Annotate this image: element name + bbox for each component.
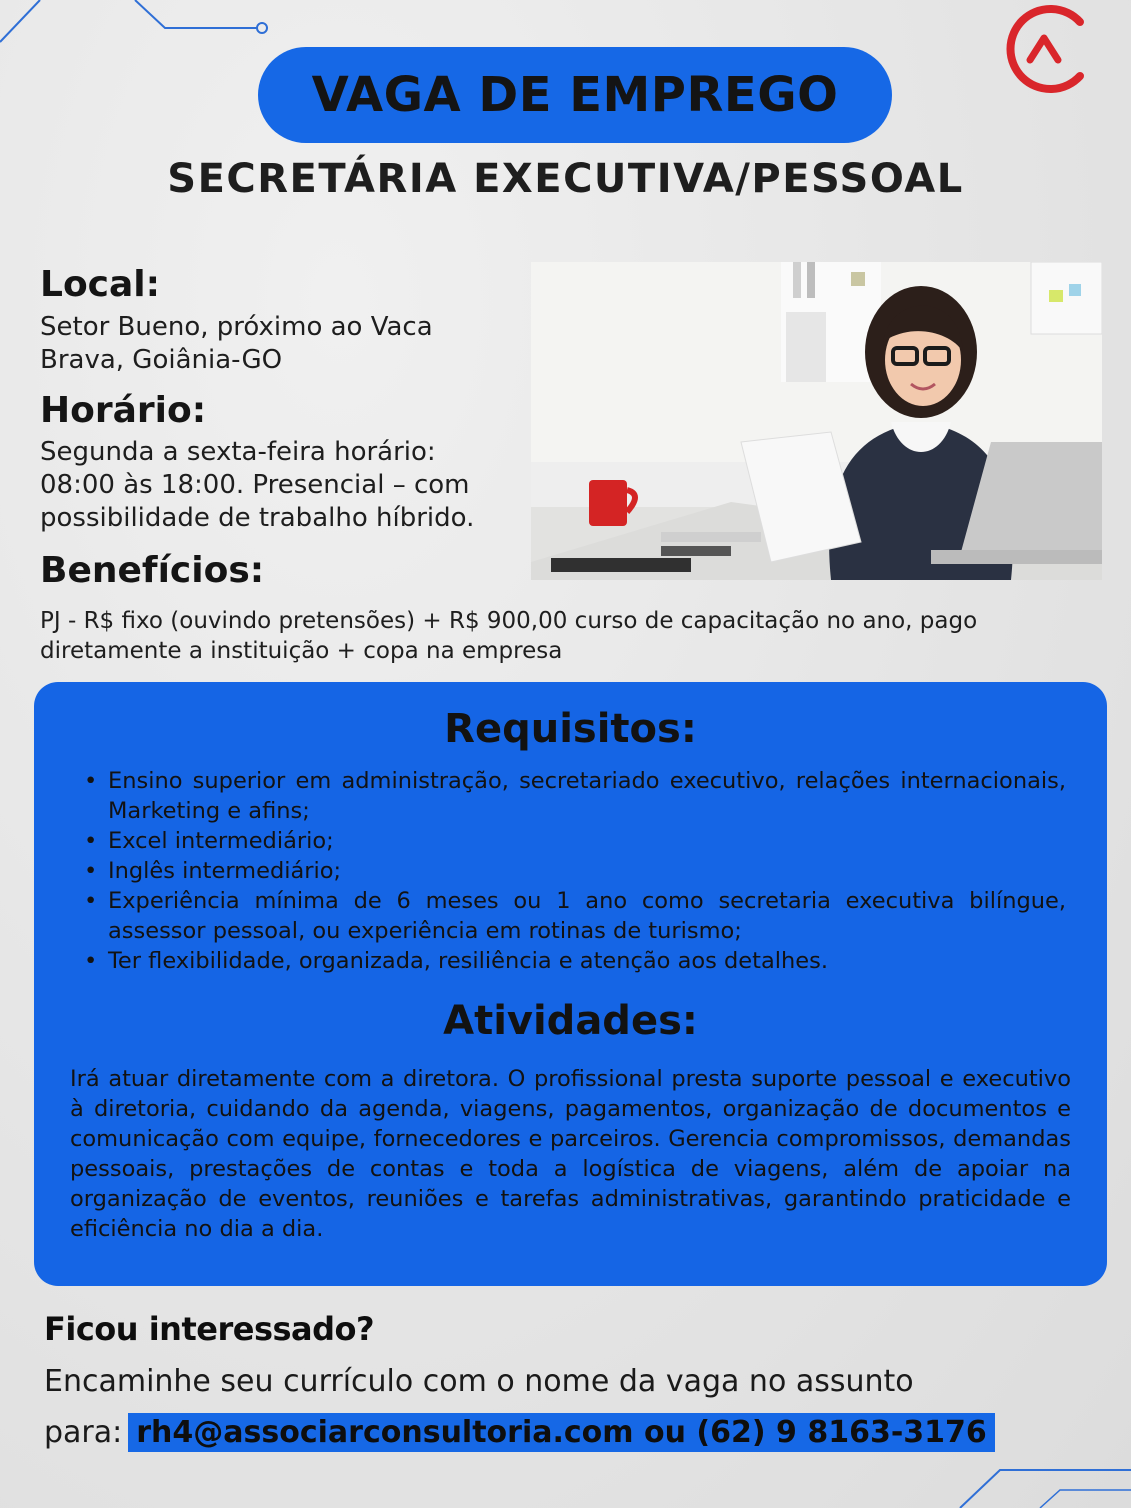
woman-at-desk-illustration <box>531 262 1102 580</box>
local-line: Brava, Goiânia-GO <box>40 345 283 375</box>
office-photo <box>531 262 1102 580</box>
cta-contact-line <box>44 1410 995 1454</box>
job-title: SECRETÁRIA EXECUTIVA/PESSOAL <box>167 156 964 202</box>
local-heading: Local: <box>40 264 161 305</box>
list-item: • Ter flexibilidade, organizada, resiliência e atenção aos detalhes. <box>108 946 1066 976</box>
horario-line: Segunda a sexta-feira horário: <box>40 437 436 467</box>
horario-line: 08:00 às 18:00. Presencial – com <box>40 470 470 500</box>
requisitos-heading: Requisitos: <box>444 706 697 752</box>
beneficios-heading: Benefícios: <box>40 550 265 591</box>
cta-prefix: para: <box>44 1414 123 1450</box>
cta-instructions: Encaminhe seu currículo com o nome da vaga no assunto <box>44 1364 914 1399</box>
list-item: • Inglês intermediário; <box>108 856 1066 886</box>
list-item: • Excel intermediário; <box>108 826 1066 856</box>
page-title: VAGA DE EMPREGO <box>311 67 839 123</box>
list-item: • Ensino superior em administração, secretariado executivo, relações internacionais, Marketing e afins; <box>108 766 1066 826</box>
contact-info[interactable]: rh4@associarconsultoria.com ou (62) 9 8163-3176 <box>128 1413 995 1452</box>
local-text <box>40 311 433 377</box>
beneficios-text: PJ - R$ fixo (ouvindo pretensões) + R$ 900,00 curso de capacitação no ano, pago diretamente a instituição + copa na empresa <box>40 608 978 664</box>
atividades-heading: Atividades: <box>443 998 698 1044</box>
atividades-text: Irá atuar diretamente com a diretora. O profissional presta suporte pessoal e executivo à diretoria, cuidando da agenda, viagens, pagamentos, organização de documentos e comunicação com equipe, fornecedores e parceiros. Gerencia compromissos, demandas pessoais, prestações de contas e toda a logística de viagens, além de apoiar na organização de eventos, reuniões e tarefas administrativas, garantindo praticidade e eficiência no dia a dia. <box>70 1066 1071 1242</box>
horario-heading: Horário: <box>40 390 207 431</box>
requirements-panel <box>34 682 1107 1286</box>
horario-line: possibilidade de trabalho híbrido. <box>40 503 475 533</box>
local-line: Setor Bueno, próximo ao Vaca <box>40 312 433 342</box>
cta-title: Ficou interessado? <box>44 1310 375 1348</box>
associar-logo-icon <box>994 4 1094 94</box>
requisitos-list <box>108 766 1066 976</box>
title-banner <box>258 47 892 143</box>
horario-text <box>40 436 474 535</box>
list-item: • Experiência mínima de 6 meses ou 1 ano como secretaria executiva bilíngue, assessor pessoal, ou experiência em rotinas de turismo; <box>108 886 1066 946</box>
